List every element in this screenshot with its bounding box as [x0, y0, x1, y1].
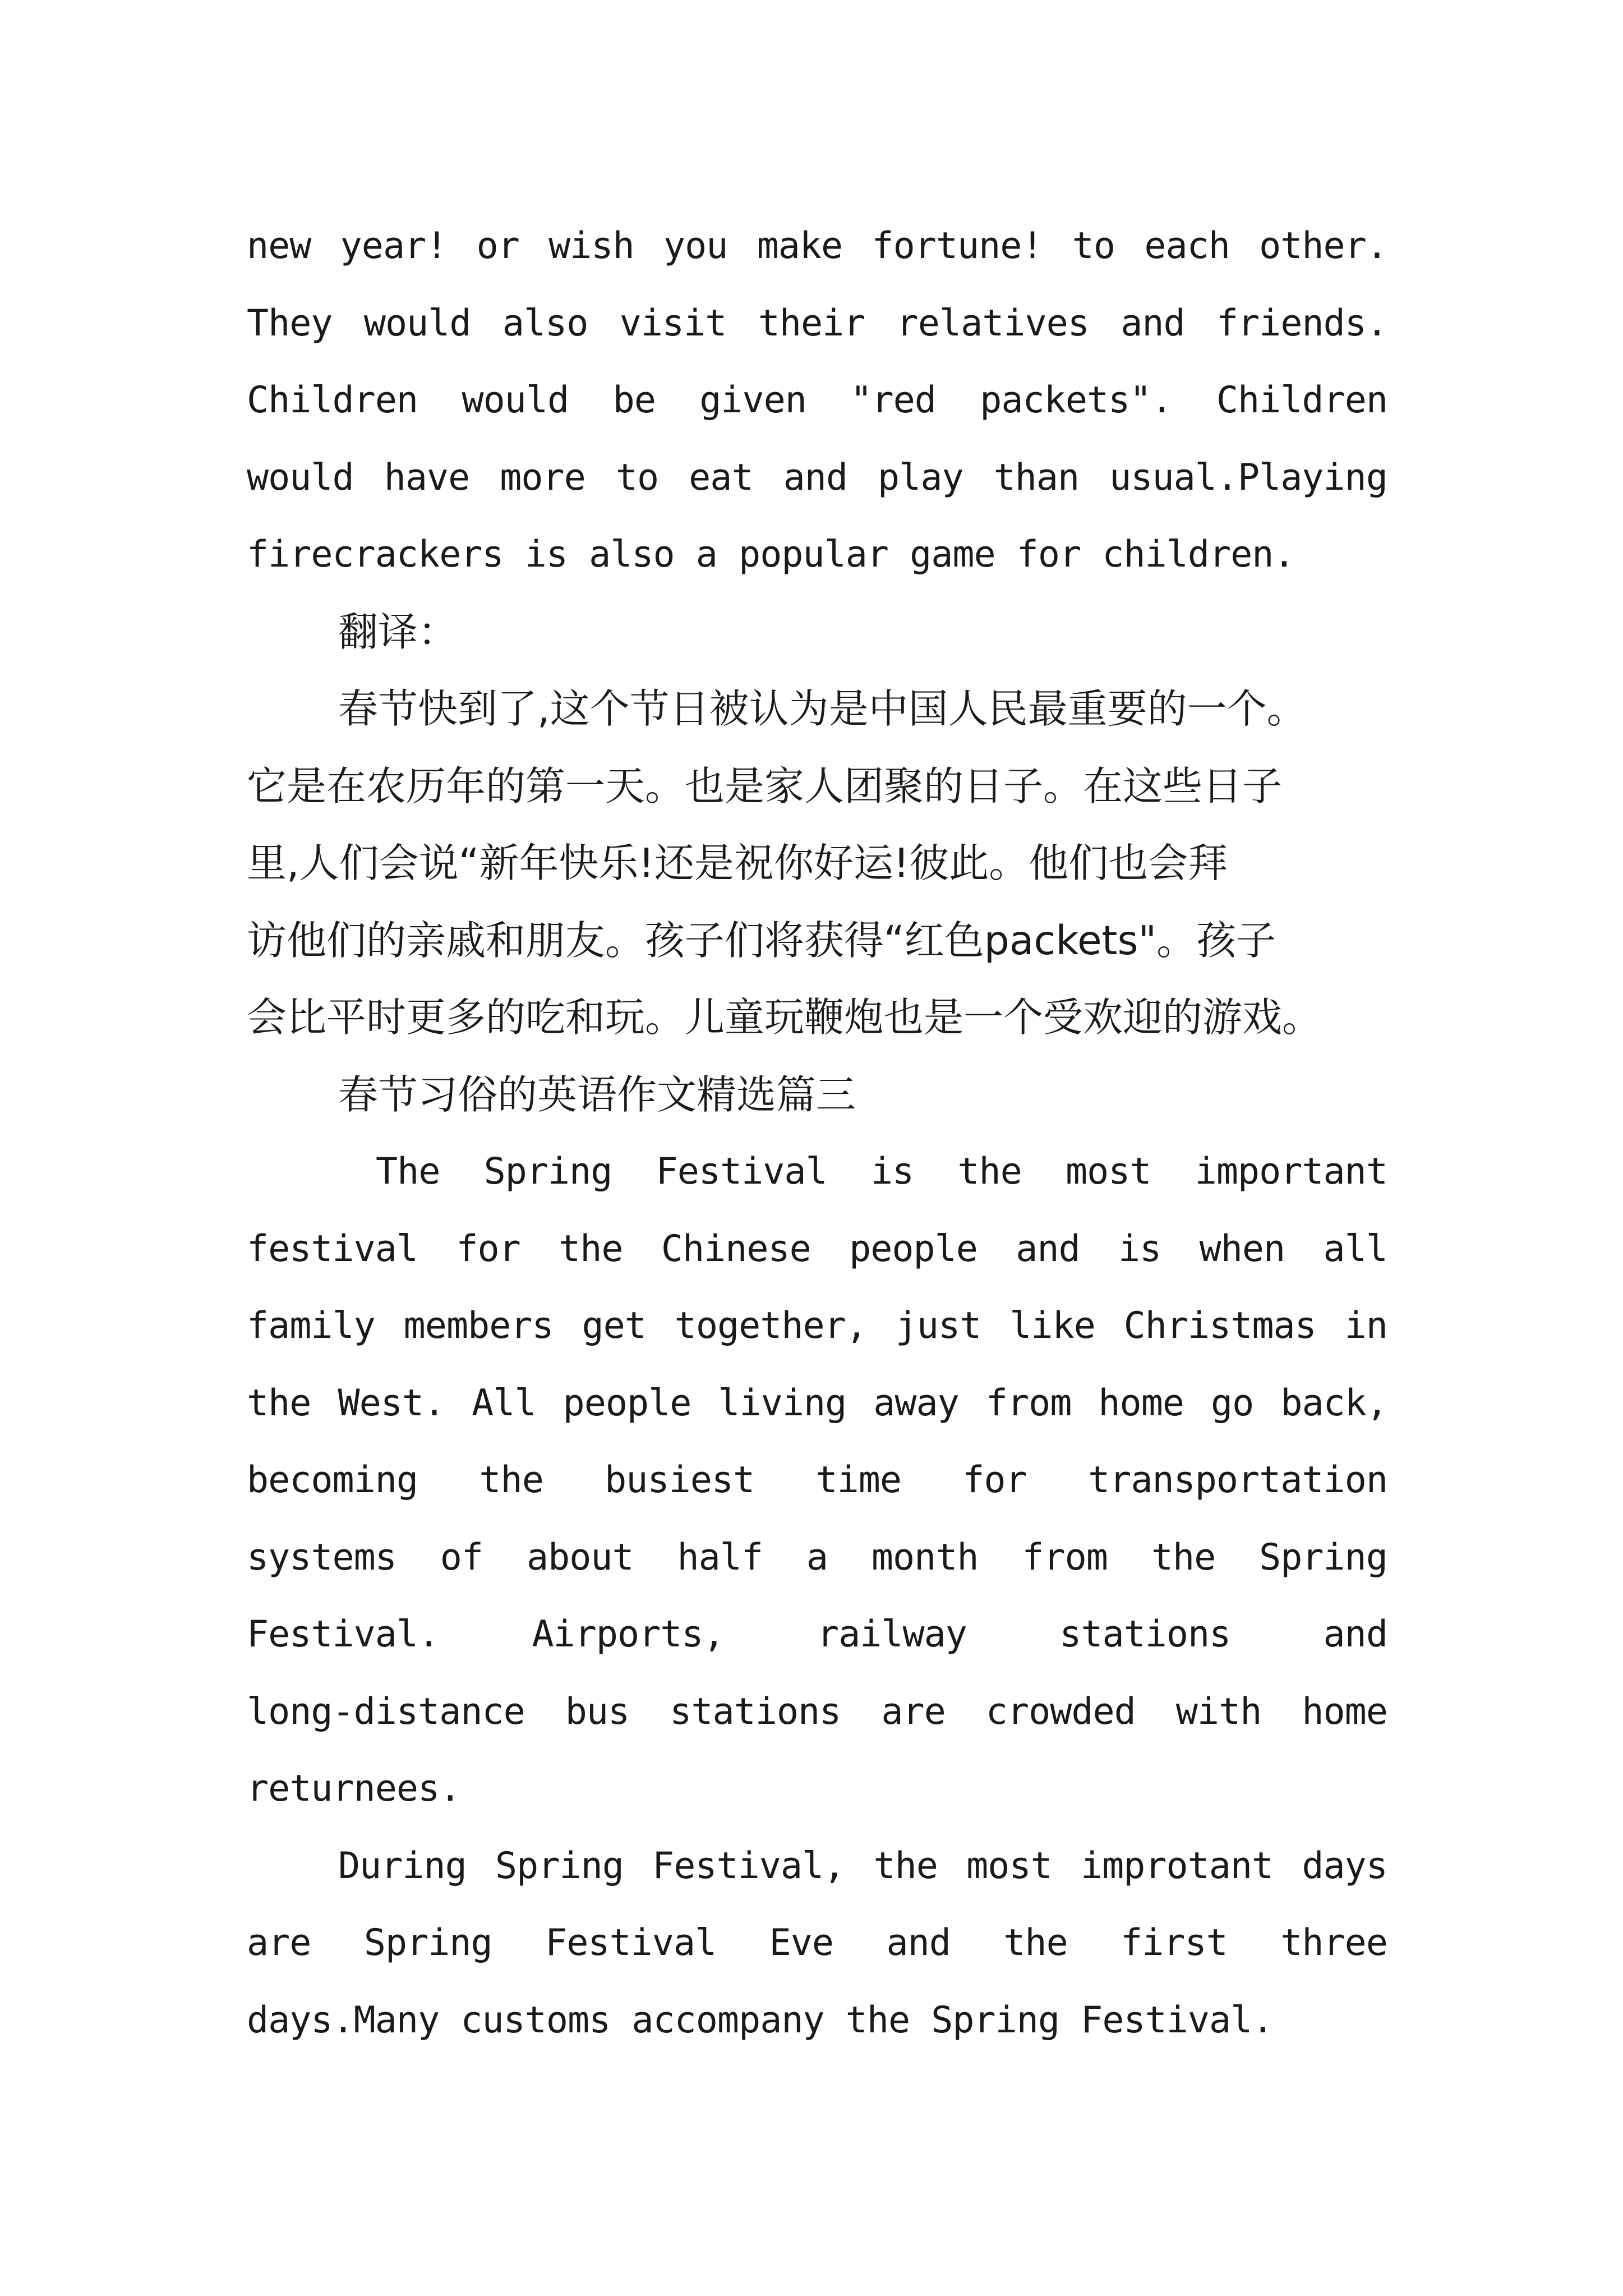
- word: like: [1009, 1305, 1095, 1347]
- word: visit: [619, 302, 727, 344]
- word: fortune!: [872, 225, 1043, 267]
- word: year!: [340, 225, 448, 267]
- word: The: [376, 1151, 440, 1193]
- word: Festival: [656, 1151, 827, 1193]
- word: most: [1066, 1151, 1151, 1193]
- word: Spring: [363, 1922, 492, 1964]
- word: play: [878, 456, 963, 499]
- paragraph-1-line-2: [247, 285, 1387, 362]
- word: would: [363, 302, 471, 344]
- word: living: [718, 1382, 847, 1424]
- word: is: [1118, 1227, 1161, 1270]
- paragraph-2-line-9: returnees.: [247, 1768, 461, 1810]
- word: their: [758, 302, 865, 344]
- word: time: [815, 1459, 901, 1501]
- word: for: [962, 1459, 1027, 1501]
- word: given: [699, 379, 806, 421]
- word: most: [966, 1844, 1052, 1887]
- word: stations: [670, 1690, 841, 1733]
- paragraph-2-line-7: [247, 1596, 1387, 1673]
- word: new: [247, 225, 311, 267]
- word: home: [1302, 1690, 1387, 1733]
- paragraph-2-line-2: [247, 1211, 1387, 1288]
- word: railway: [817, 1613, 967, 1655]
- translation-line-1: 春节快到了,这个节日被认为是中国人民最重要的一个。: [338, 685, 1307, 732]
- translation-paragraph: [247, 670, 1387, 1056]
- word: people: [849, 1227, 978, 1270]
- word: family: [247, 1305, 375, 1347]
- word: and: [1121, 302, 1185, 344]
- word: just: [895, 1305, 981, 1347]
- paragraph-2-line-8: [247, 1673, 1387, 1751]
- word: Chinese: [661, 1227, 811, 1270]
- paragraph-2-line-5: [247, 1442, 1387, 1519]
- word: the: [1003, 1922, 1068, 1964]
- word: all: [1323, 1227, 1387, 1270]
- section-title: 春节习俗的英语作文精选篇三: [338, 1071, 856, 1118]
- translation-line-2: 它是在农历年的第一天。也是家人团聚的日子。在这些日子: [247, 762, 1283, 809]
- word: Spring: [495, 1844, 624, 1887]
- word: when: [1199, 1227, 1285, 1270]
- word: would: [462, 379, 569, 421]
- word: Airports,: [532, 1613, 725, 1655]
- word: three: [1280, 1922, 1387, 1964]
- word: other.: [1259, 225, 1387, 267]
- word: the: [1151, 1536, 1216, 1579]
- word: to: [615, 456, 659, 499]
- word: packets".: [980, 379, 1173, 421]
- word: get: [582, 1305, 646, 1347]
- paragraph-1: [247, 208, 1387, 593]
- word: together,: [674, 1305, 867, 1347]
- word: becoming: [247, 1459, 418, 1501]
- word: They: [247, 302, 333, 344]
- paragraph-2-line-6: [247, 1519, 1387, 1596]
- word: festival: [247, 1227, 418, 1270]
- paragraph-3-line-2: [247, 1904, 1387, 1982]
- word: long-distance: [247, 1690, 525, 1733]
- translation-line-4: 访他们的亲戚和朋友。孩子们将获得“红色packets"。孩子: [247, 917, 1276, 964]
- word: are: [247, 1922, 311, 1964]
- word: Festival.: [247, 1613, 440, 1655]
- word: systems: [247, 1536, 396, 1579]
- word: in: [1344, 1305, 1387, 1347]
- word: each: [1144, 225, 1230, 267]
- word: of: [440, 1536, 483, 1579]
- translation-line-5: 会比平时更多的吃和玩。儿童玩鞭炮也是一个受欢迎的游戏。: [247, 994, 1322, 1041]
- translation-label: 翻译：: [338, 608, 458, 655]
- word: Festival,: [652, 1844, 845, 1887]
- word: Eve: [769, 1922, 834, 1964]
- word: than: [993, 456, 1080, 499]
- word: are: [881, 1690, 946, 1733]
- word: Christmas: [1123, 1305, 1316, 1347]
- word: All: [472, 1382, 536, 1424]
- word: with: [1175, 1690, 1262, 1733]
- word: members: [403, 1305, 554, 1347]
- word: or: [476, 225, 519, 267]
- word: for: [456, 1227, 520, 1270]
- word: month: [871, 1536, 979, 1579]
- word: away: [873, 1382, 959, 1424]
- word: from: [985, 1382, 1072, 1424]
- word: the: [247, 1382, 311, 1424]
- word: from: [1022, 1536, 1108, 1579]
- word: half: [677, 1536, 763, 1579]
- word: home: [1098, 1382, 1184, 1424]
- word: the: [957, 1151, 1022, 1193]
- translation-line-3: 里,人们会说“新年快乐!还是祝你好运!彼此。他们也会拜: [247, 840, 1228, 886]
- word: West.: [338, 1382, 445, 1424]
- word: wish: [548, 225, 634, 267]
- word: transportation: [1088, 1459, 1387, 1501]
- paragraph-1-line-3: [247, 362, 1387, 439]
- word: you: [663, 225, 728, 267]
- word: have: [384, 456, 470, 499]
- word: Spring: [483, 1151, 612, 1193]
- word: relatives: [896, 302, 1089, 344]
- word: about: [526, 1536, 634, 1579]
- word: bus: [565, 1690, 630, 1733]
- word: and: [783, 456, 848, 499]
- word: days: [1302, 1844, 1387, 1887]
- word: Festival: [545, 1922, 717, 1964]
- word: During: [338, 1844, 467, 1887]
- word: crowded: [985, 1690, 1136, 1733]
- word: "red: [850, 379, 936, 421]
- document-page: [247, 208, 1387, 2059]
- word: and: [886, 1922, 951, 1964]
- word: first: [1121, 1922, 1228, 1964]
- word: usual.Playing: [1109, 456, 1387, 499]
- word: busiest: [605, 1459, 755, 1501]
- paragraph-1-line-4: [247, 439, 1387, 517]
- word: improtant: [1080, 1844, 1274, 1887]
- word: back,: [1280, 1382, 1387, 1424]
- word: a: [806, 1536, 828, 1579]
- word: the: [559, 1227, 623, 1270]
- word: would: [247, 456, 354, 499]
- word: go: [1211, 1382, 1254, 1424]
- word: eat: [689, 456, 753, 499]
- paragraph-2-line-1: [247, 1133, 1387, 1211]
- word: is: [870, 1151, 914, 1193]
- word: Spring: [1259, 1536, 1387, 1579]
- paragraph-3-line-3: days.Many customs accompany the Spring Festival.: [247, 1999, 1274, 2041]
- paragraph-2: [247, 1133, 1387, 1828]
- word: and: [1323, 1613, 1387, 1655]
- word: make: [757, 225, 843, 267]
- paragraph-2-line-3: [247, 1287, 1387, 1365]
- word: stations: [1059, 1613, 1231, 1655]
- word: important: [1195, 1151, 1387, 1193]
- word: more: [500, 456, 585, 499]
- word: the: [479, 1459, 543, 1501]
- paragraph-2-line-4: [247, 1365, 1387, 1442]
- word: to: [1072, 225, 1115, 267]
- word: the: [873, 1844, 938, 1887]
- word: Children: [1216, 379, 1387, 421]
- word: friends.: [1216, 302, 1387, 344]
- paragraph-3: [247, 1828, 1387, 2059]
- word: also: [502, 302, 588, 344]
- paragraph-1-line-1: [247, 208, 1387, 285]
- word: be: [612, 379, 656, 421]
- word: Children: [247, 379, 418, 421]
- paragraph-3-line-1: [247, 1828, 1387, 1905]
- word: people: [562, 1382, 691, 1424]
- paragraph-1-line-5: firecrackers is also a popular game for children.: [247, 533, 1295, 576]
- word: and: [1016, 1227, 1080, 1270]
